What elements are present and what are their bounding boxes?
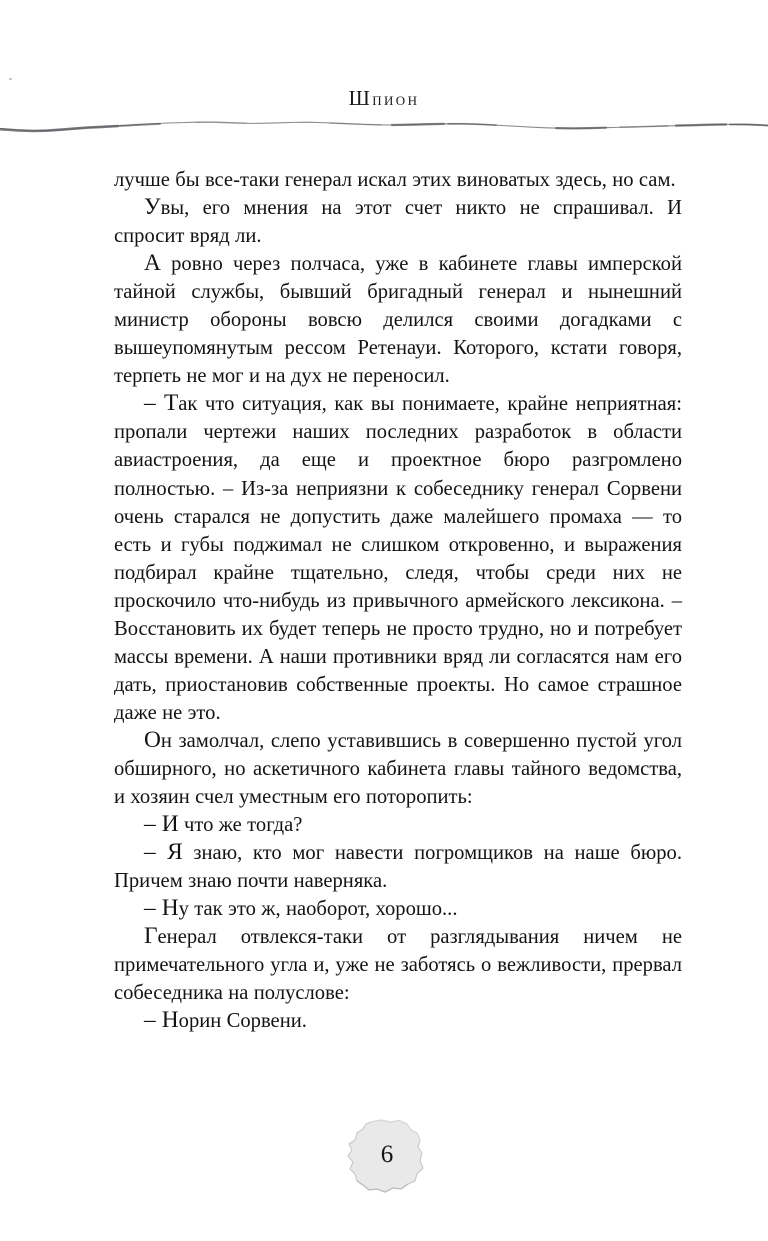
paragraph-text: ак что ситуация, как вы понимаете, крайне неприятная: пропали чертежи наших последних разработок в области авиастроения, да еще и проектное бюро разгромлено полностью. – Из-за неприязни к собеседнику генерал Сорвени очень старался не допустить даже малейшего промаха — то есть и губы поджимал не слишком откровенно, и выражения подбирал крайне тщательно, следя, чтобы среди них не проскочило что-нибудь из привычного армейского лексикона. – Восстановить их будет теперь не просто трудно, но и потребует массы времени. А наши противники вряд ли согласятся нам его дать, приостановив собственные проекты. Но самое страшное даже не это. xyxy=(114,393,682,724)
paragraph-lead-letter: – Н xyxy=(144,1007,179,1034)
paragraph-lead-letter: Г xyxy=(144,923,158,950)
paragraph-text: н замолчал, слепо уставившись в совершенно пустой угол обширного, но аскетичного кабинета главы тайного ведомства, и хозяин счел уместным его поторопить: xyxy=(114,729,682,809)
paragraph-text: ровно через полчаса, уже в кабинете главы имперской тайной службы, бывший бригадный генерал и нынешний министр обороны вовсю делился своими догадками с вышеупомянутым рессом Ретенауи. Которого, кстати говоря, терпеть не мог и на дух не переносил. xyxy=(114,253,682,388)
paragraph xyxy=(114,1007,682,1035)
paragraph xyxy=(114,390,682,727)
paragraph-lead-letter: – Т xyxy=(144,390,179,417)
header-decorative-rule xyxy=(0,112,768,138)
paragraph-lead-letter: – И xyxy=(144,811,179,838)
paragraph-text: вы, его мнения на этот счет никто не спрашивал. И спросит вряд ли. xyxy=(114,197,682,248)
paragraph-text: что же тогда? xyxy=(178,814,303,837)
paragraph-text: у так это ж, наоборот, хорошо... xyxy=(178,898,458,921)
paragraph-text: орин Сорвени. xyxy=(178,1010,307,1033)
paragraph-lead-letter: О xyxy=(144,726,161,753)
running-head-title: Шпион xyxy=(348,86,420,110)
paragraph xyxy=(114,811,682,839)
paragraph-lead-letter: У xyxy=(144,194,161,221)
paragraph xyxy=(114,250,682,390)
paragraph-text: знаю, кто мог навести погромщиков на наше бюро. Причем знаю почти наверняка. xyxy=(114,842,682,893)
page-text-column xyxy=(114,166,682,1035)
page-number: 6 xyxy=(380,1141,394,1168)
paragraph-text: енерал отвлекся-таки от разглядывания ничем не примечательного угла и, уже не заботясь о вежливости, прервал собеседника на полуслове: xyxy=(114,926,682,1005)
paragraph-lead-letter: – Я xyxy=(144,839,183,866)
paragraph xyxy=(114,727,682,811)
scan-artifact-speck xyxy=(9,78,12,80)
paragraph xyxy=(114,839,682,895)
paragraph xyxy=(114,923,682,1007)
paragraph xyxy=(114,895,682,923)
paragraph-lead-letter: А xyxy=(144,250,161,277)
paragraph-lead-letter: – Н xyxy=(144,895,179,922)
paragraph xyxy=(114,194,682,250)
paragraph xyxy=(114,166,682,194)
paragraph-text: лучше бы все-таки генерал искал этих виноватых здесь, но сам. xyxy=(114,169,676,191)
folio-block xyxy=(0,1118,768,1204)
